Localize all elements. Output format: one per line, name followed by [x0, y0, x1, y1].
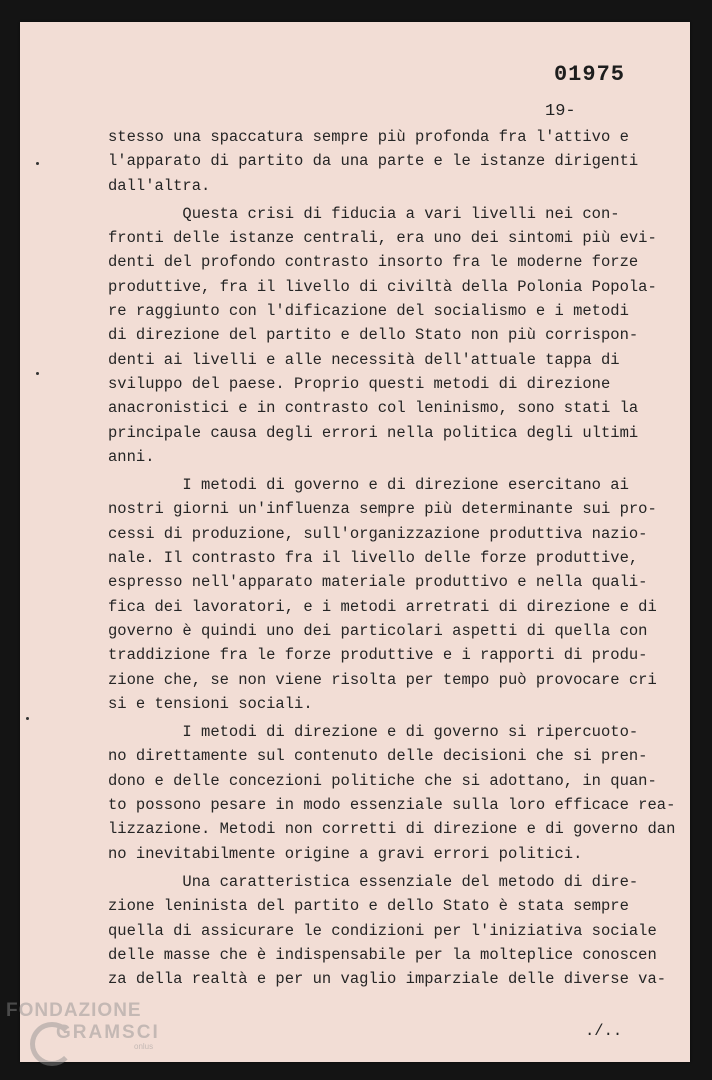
text-line: delle masse che è indispensabile per la molteplice conoscen	[108, 945, 657, 964]
margin-dot	[36, 372, 39, 375]
text-line: I metodi di governo e di direzione esercitano ai	[108, 476, 629, 495]
watermark-logo	[6, 1000, 160, 1051]
text-line: dall'altra.	[108, 176, 211, 195]
text-line: denti del profondo contrasto insorto fra le moderne forze	[108, 253, 639, 272]
text-line: cessi di produzione, sull'organizzazione produttiva nazio-	[108, 524, 648, 543]
text-line: fronti delle istanze centrali, era uno dei sintomi più evi-	[108, 229, 657, 248]
text-line: no direttamente sul contenuto delle decisioni che si pren-	[108, 747, 648, 766]
document-page	[20, 22, 690, 1062]
text-line: no inevitabilmente origine a gravi errori politici.	[108, 844, 583, 863]
text-line: anni.	[108, 447, 155, 466]
text-line: traddizione fra le forze produttive e i rapporti di produ-	[108, 646, 648, 665]
watermark-ring-icon	[30, 1022, 74, 1066]
text-line: di direzione del partito e dello Stato non più corrispon-	[108, 326, 639, 345]
text-line: Questa crisi di fiducia a vari livelli nei con-	[108, 204, 620, 223]
text-line: denti ai livelli e alle necessità dell'attuale tappa di	[108, 350, 620, 369]
text-line: principale causa degli errori nella politica degli ultimi	[108, 423, 639, 442]
typed-body-text	[108, 125, 676, 991]
text-line: l'apparato di partito da una parte e le istanze dirigenti	[108, 152, 639, 171]
text-line: dono e delle concezioni politiche che si adottano, in quan-	[108, 771, 657, 790]
text-line: sviluppo del paese. Proprio questi metodi di direzione	[108, 374, 611, 393]
text-line: re raggiunto con l'dificazione del socialismo e i metodi	[108, 302, 629, 321]
text-line: governo è quindi uno dei particolari aspetti di quella con	[108, 621, 648, 640]
text-line: zione leninista del partito e dello Stato è stata sempre	[108, 897, 629, 916]
watermark-line3: onlus	[134, 1042, 154, 1051]
watermark-line1: FONDAZIONE	[6, 1000, 142, 1021]
watermark-line2: GRAMSCI	[56, 1022, 160, 1043]
text-line: produttive, fra il livello di civiltà della Polonia Popola-	[108, 277, 657, 296]
text-line: fica dei lavoratori, e i metodi arretrati di direzione e di	[108, 597, 657, 616]
text-line: espresso nell'apparato materiale produttivo e nella quali-	[108, 573, 648, 592]
text-line: zione che, se non viene risolta per tempo può provocare cri	[108, 670, 657, 689]
text-line: si e tensioni sociali.	[108, 694, 313, 713]
text-line: nale. Il contrasto fra il livello delle forze produttive,	[108, 549, 639, 568]
text-line: to possono pesare in modo essenziale sulla loro efficace rea-	[108, 796, 676, 815]
text-line: lizzazione. Metodi non corretti di direzione e di governo dan	[108, 820, 676, 839]
page-number: 19-	[545, 102, 576, 121]
text-line: stesso una spaccatura sempre più profonda fra l'attivo e	[108, 128, 629, 146]
text-line: I metodi di direzione e di governo si ripercuoto-	[108, 723, 639, 742]
text-line: za della realtà e per un vaglio imparziale delle diverse va-	[108, 970, 667, 989]
text-line: anacronistici e in contrasto col leninismo, sono stati la	[108, 399, 639, 418]
continuation-mark: ./..	[585, 1022, 623, 1040]
text-line: nostri giorni un'influenza sempre più determinante sui pro-	[108, 500, 657, 519]
text-line: quella di assicurare le condizioni per l'iniziativa sociale	[108, 921, 657, 940]
archive-number: 01975	[553, 62, 625, 87]
text-line: Una caratteristica essenziale del metodo di dire-	[108, 872, 639, 891]
margin-dot	[36, 162, 39, 165]
margin-tick	[26, 717, 29, 720]
